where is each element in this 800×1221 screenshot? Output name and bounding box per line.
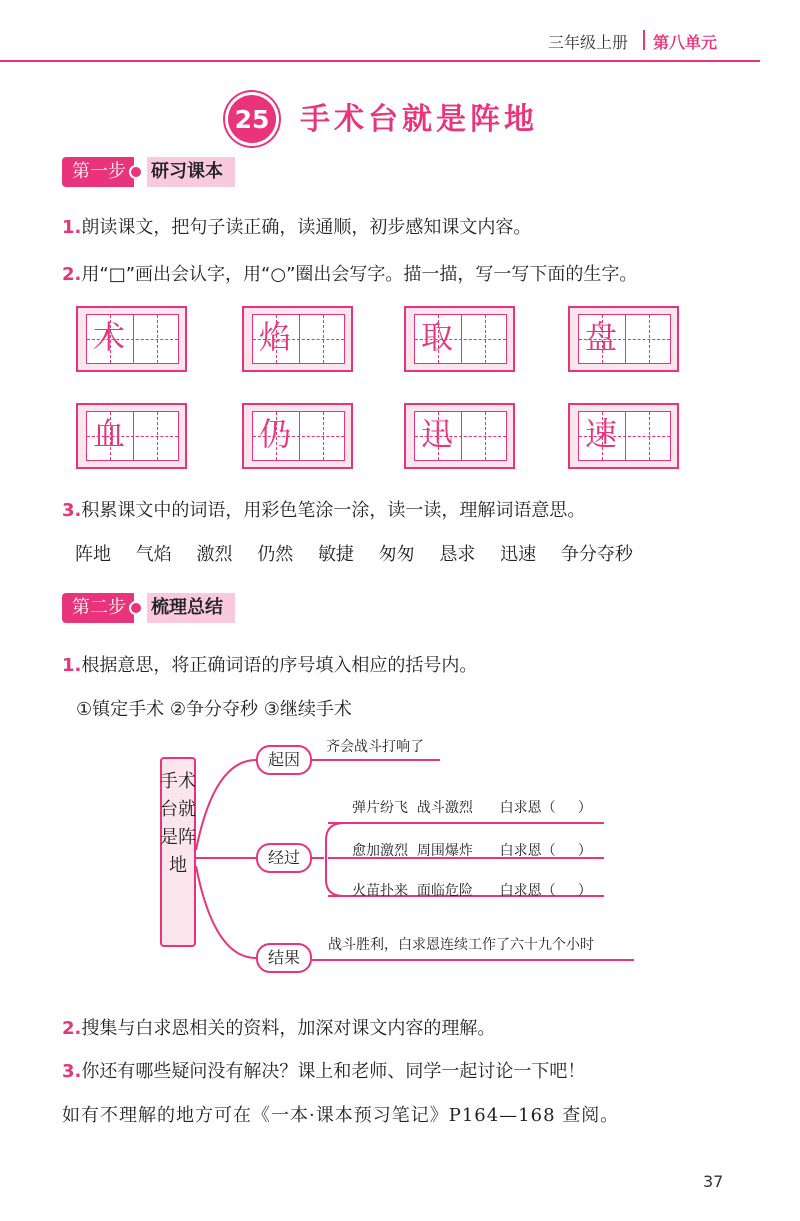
step2-tag: 第二步 (62, 593, 134, 623)
step2-question-3 (62, 1057, 585, 1083)
step2-name: 梳理总结 (147, 593, 235, 623)
step1-dot (129, 165, 143, 179)
lesson-title: 手术台就是阵地 (300, 102, 538, 137)
vocab-word[interactable]: 敏捷 (317, 544, 354, 565)
question-text: 积累课文中的词语，用彩色笔涂一涂，读一读，理解词语意思。 (81, 500, 586, 521)
vocab-word[interactable]: 恳求 (439, 544, 476, 565)
question-number: 2. (62, 1018, 82, 1039)
question-number: 3. (62, 500, 82, 521)
header-grade: 三年级上册 (548, 33, 629, 52)
question-number: 3. (62, 1061, 82, 1082)
connector-start (196, 760, 256, 850)
char-box[interactable] (76, 403, 187, 469)
question-text: 根据意思，将正确词语的序号填入相应的括号内。 (81, 655, 478, 676)
footer-reference-note: 如有不理解的地方可在《一本·课本预习笔记》P164—168 查阅。 (62, 1105, 620, 1126)
step1-question-3 (62, 496, 585, 522)
step2-question-2 (62, 1014, 495, 1040)
char-box[interactable] (404, 403, 515, 469)
map-leaf-start: 齐会战斗打响了 (326, 739, 424, 755)
char-sample: 焰 (258, 318, 291, 356)
map-leaf-process[interactable]: 火苗扑来 面临危险 白求恩（ ） (352, 883, 592, 899)
vocab-word[interactable]: 气焰 (135, 544, 172, 565)
options-line: ①镇定手术 ②争分夺秒 ③继续手术 (76, 699, 352, 720)
step1-question-2 (62, 260, 637, 286)
char-sample: 迅 (420, 415, 453, 453)
page-number: 37 (703, 1172, 724, 1191)
step1-banner (62, 157, 235, 187)
vocab-word[interactable]: 仍然 (257, 544, 294, 565)
char-sample: 取 (420, 318, 453, 356)
char-box[interactable] (242, 403, 353, 469)
vocab-word[interactable]: 迅速 (500, 544, 537, 565)
char-box[interactable] (568, 403, 679, 469)
vocab-word[interactable]: 匆匆 (378, 544, 415, 565)
connector-process-bracket (326, 823, 344, 896)
question-text: 搜集与白求恩相关的资料，加深对课文内容的理解。 (81, 1018, 496, 1039)
char-sample: 血 (92, 415, 125, 453)
char-sample: 仍 (258, 415, 291, 453)
question-text: 用“□”画出会认字，用“○”圈出会写字。描一描，写一写下面的生字。 (81, 264, 638, 285)
step2-dot (129, 601, 143, 615)
step2-question-1 (62, 651, 477, 677)
vocab-word[interactable]: 激烈 (196, 544, 233, 565)
map-leaf-result: 战斗胜利，白求恩连续工作了六十九个小时 (328, 937, 594, 953)
step1-question-1 (62, 213, 531, 239)
map-node-result: 结果 (256, 943, 312, 973)
connector-result (196, 866, 256, 958)
vocab-words (75, 540, 652, 566)
question-number: 1. (62, 217, 82, 238)
char-sample: 盘 (584, 318, 617, 356)
char-sample: 速 (584, 415, 617, 453)
map-leaf-process[interactable]: 弹片纷飞 战斗激烈 白求恩（ ） (352, 800, 592, 816)
step1-tag: 第一步 (62, 157, 134, 187)
char-box[interactable] (568, 306, 679, 372)
map-root-text: 手术台就是阵地 (160, 771, 196, 876)
map-node-start: 起因 (256, 745, 312, 775)
question-text: 朗读课文，把句子读正确，读通顺，初步感知课文内容。 (81, 217, 532, 238)
question-number: 2. (62, 264, 82, 285)
step1-name: 研习课本 (147, 157, 235, 187)
lesson-number-badge: 25 (228, 95, 276, 143)
question-number: 1. (62, 655, 82, 676)
map-leaf-process[interactable]: 愈加激烈 周围爆炸 白求恩（ ） (352, 843, 592, 859)
vocab-word[interactable]: 争分夺秒 (560, 544, 633, 565)
question-text: 你还有哪些疑问没有解决？课上和老师、同学一起讨论一下吧！ (81, 1061, 586, 1082)
char-box[interactable] (404, 306, 515, 372)
char-box[interactable] (76, 306, 187, 372)
vocab-word[interactable]: 阵地 (75, 544, 111, 565)
header-rule (0, 60, 760, 62)
char-box[interactable] (242, 306, 353, 372)
char-sample: 术 (92, 318, 125, 356)
header-unit: 第八单元 (653, 33, 718, 52)
map-node-process: 经过 (256, 843, 312, 873)
step2-banner (62, 593, 235, 623)
header-separator (643, 30, 645, 50)
